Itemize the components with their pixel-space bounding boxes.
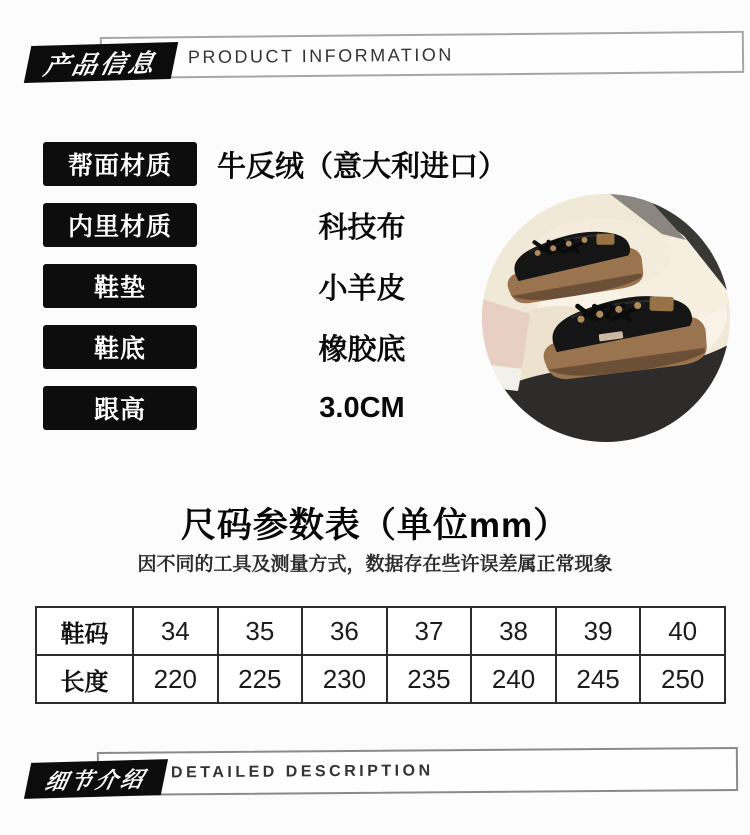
length-cell: 240 (471, 655, 556, 703)
detail-badge (24, 759, 168, 799)
length-cell: 220 (133, 655, 218, 703)
detail-header-title: DETAILED DESCRIPTION (170, 762, 434, 782)
attribute-label: 帮面材质 (43, 142, 197, 186)
attribute-value: 科技布 (318, 211, 406, 244)
attribute-row-lining-material (43, 203, 527, 247)
size-cell: 37 (387, 607, 472, 655)
attribute-label: 内里材质 (43, 203, 197, 247)
product-photo (482, 194, 730, 442)
size-row-header: 鞋码 (36, 607, 133, 655)
size-cell: 38 (471, 607, 556, 655)
size-cell: 39 (556, 607, 641, 655)
product-info-badge-label: 产品信息 (41, 48, 160, 81)
length-row-header: 长度 (36, 655, 133, 703)
size-table (35, 606, 726, 704)
attribute-row-heel-height (43, 386, 527, 430)
size-cell: 34 (133, 607, 218, 655)
attribute-label: 鞋底 (43, 325, 197, 369)
size-cell: 35 (218, 607, 303, 655)
product-info-header-title: PRODUCT INFORMATION (187, 44, 454, 67)
attribute-row-outsole (43, 325, 527, 369)
attribute-row-upper-material (43, 142, 527, 186)
attribute-row-insole (43, 264, 527, 308)
size-table-note: 因不同的工具及测量方式，数据存在些许误差属正常现象 (137, 554, 613, 575)
size-cell: 36 (302, 607, 387, 655)
detail-badge-label: 细节介绍 (42, 766, 149, 794)
length-cell: 225 (218, 655, 303, 703)
length-cell: 235 (387, 655, 472, 703)
length-cell: 230 (302, 655, 387, 703)
attribute-label: 跟高 (43, 386, 197, 430)
shoe-photo-illustration (482, 194, 730, 442)
attribute-label: 鞋垫 (43, 264, 197, 308)
attribute-value: 牛反绒（意大利进口） (216, 150, 507, 183)
detail-header-box (97, 747, 738, 796)
attribute-list (43, 142, 527, 447)
size-table-row-sizes (36, 607, 725, 655)
length-cell: 250 (640, 655, 725, 703)
attribute-value: 3.0CM (319, 391, 405, 424)
attribute-value: 橡胶底 (318, 333, 406, 366)
size-table-title: 尺码参数表（单位mm） (180, 506, 570, 545)
product-info-header-box (100, 31, 744, 79)
product-info-badge (24, 42, 178, 83)
attribute-value: 小羊皮 (318, 272, 406, 305)
length-cell: 245 (556, 655, 641, 703)
size-cell: 40 (640, 607, 725, 655)
size-table-row-lengths (36, 655, 725, 703)
